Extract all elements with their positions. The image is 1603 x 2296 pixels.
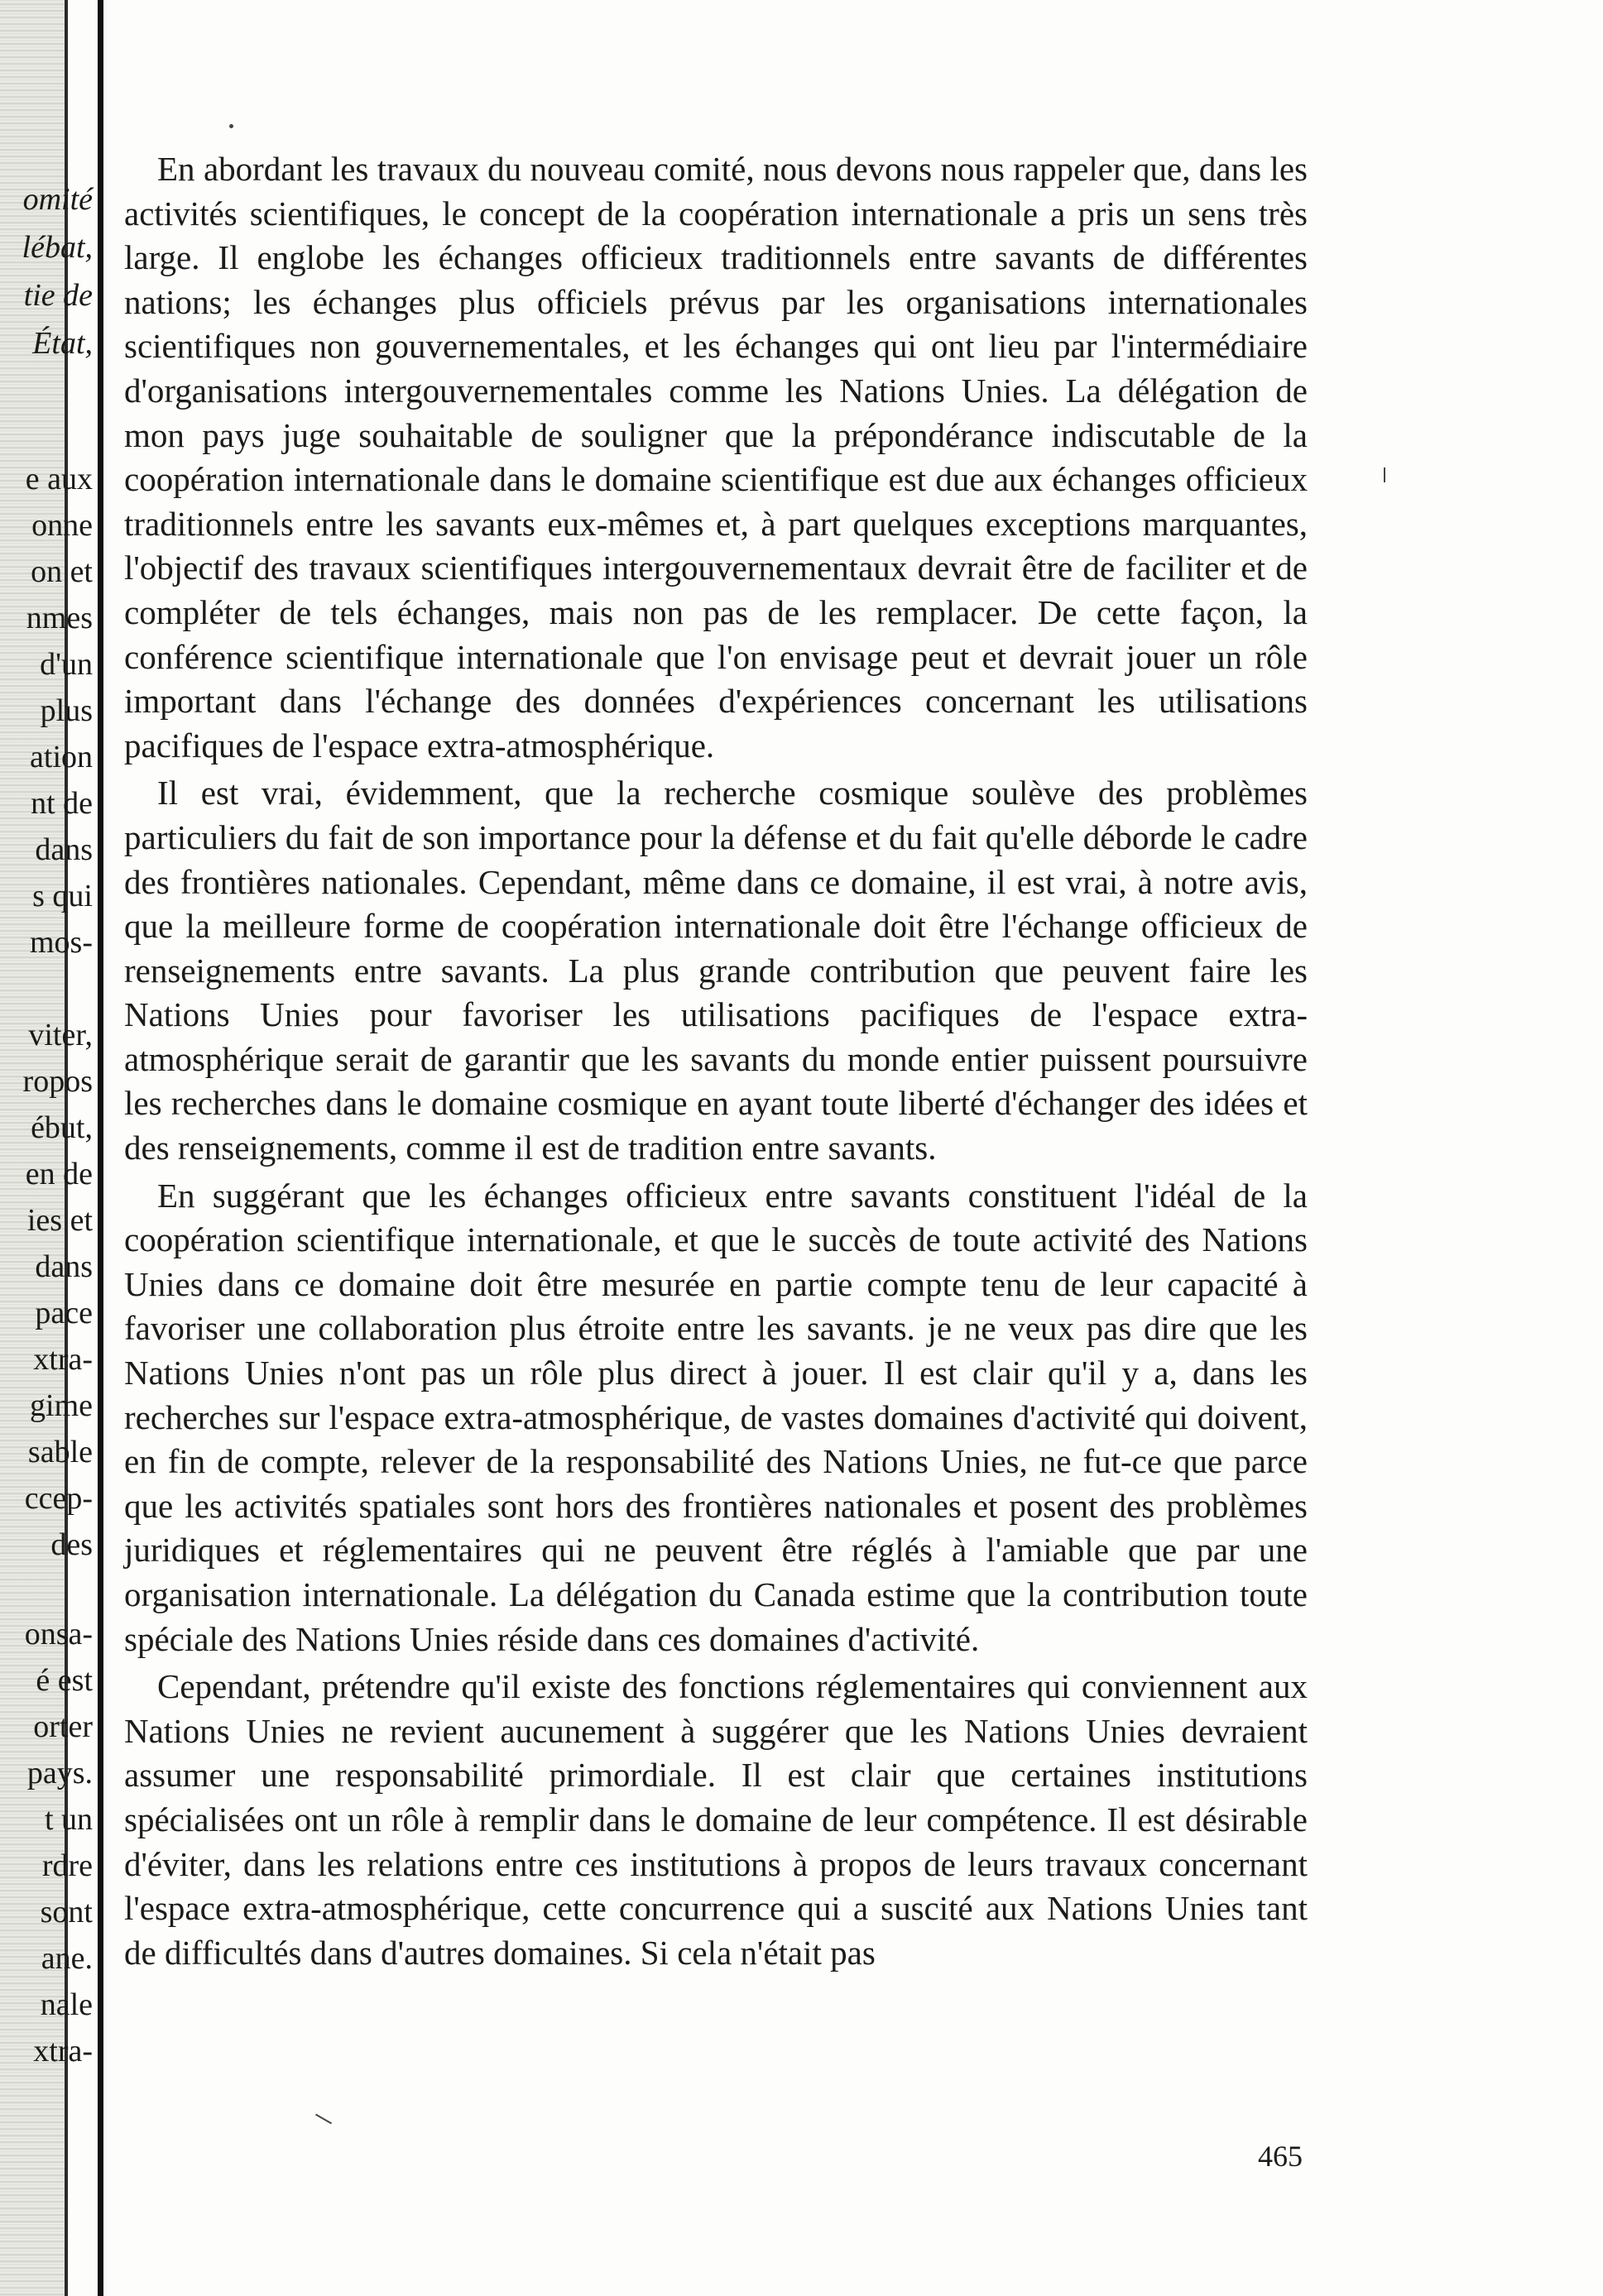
neighbour-fragment: xtra- bbox=[33, 1342, 93, 1377]
neighbour-fragment: onsa- bbox=[24, 1617, 93, 1651]
neighbour-fragment: ébut, bbox=[31, 1110, 93, 1145]
neighbour-fragment: ies et bbox=[26, 1203, 93, 1238]
paragraph: En suggérant que les échanges officieux entre savants constituent l'idéal de la coopération scientifique internationale, et que le succès de toute activité des Nations Unies dans ce domaine doit être mesurée en partie compte tenu de leur capacité à favoriser une collaboration plus étroite entre les savants. je ne veux pas dire que les Nations Unies n'ont pas un rôle plus direct à jouer. Il est clair qu'il y a, dans les recherches sur l'espace extra-atmosphérique, de vastes domaines d'activité qui doivent, en fin de compte, relever de la responsabilité des Nations Unies, ne fut-ce que parce que les activités spatiales sont hors des frontières nationales et posent des problèmes juridiques et réglementaires qui ne peuvent être réglés à l'amiable que par une organisation internationale. La délégation du Canada estime que la contribution toute spéciale des Nations Unies réside dans ces domaines d'activité. bbox=[124, 1176, 1308, 1658]
neighbour-fragment: xtra- bbox=[33, 2034, 93, 2068]
neighbour-fragment: ropos bbox=[22, 1064, 93, 1099]
neighbour-fragment: t un bbox=[44, 1802, 93, 1837]
scan-speck bbox=[229, 124, 233, 128]
scan-speck bbox=[1384, 467, 1385, 482]
neighbour-page-margin bbox=[0, 0, 98, 2296]
neighbour-fragment: on et bbox=[31, 554, 93, 589]
neighbour-fragment: sont bbox=[40, 1895, 93, 1929]
neighbour-fragment: nale bbox=[40, 1987, 93, 2022]
neighbour-fragment: ccep- bbox=[24, 1481, 93, 1516]
neighbour-fragment: orter bbox=[33, 1709, 93, 1744]
neighbour-fragment: onne bbox=[31, 508, 93, 543]
neighbour-fragment: dans bbox=[35, 1249, 93, 1284]
scan-speck bbox=[315, 2114, 332, 2125]
paragraph: En abordant les travaux du nouveau comité, nous devons nous rappeler que, dans les activités scientifiques, le concept de la coopération internationale a pris un sens très large. Il englobe les échanges officieux traditionnels entre savants de différentes nations; les échanges plus officiels prévus par les organisations internationales scientifiques non gouvernementales, et les échanges qui ont lieu par l'intermédiaire d'organisations intergouvernementales comme les Nations Unies. La délégation de mon pays juge souhaitable de souligner que la prépondérance indiscutable de la coopération internationale dans le domaine scientifique est due aux échanges officieux traditionnels entre les savants eux-mêmes et, à part quelques exceptions marquantes, l'objectif des travaux scientifiques intergouvernementaux devrait être de faciliter et de compléter de tels échanges, mais non pas de les remplacer. De cette façon, la conférence scientifique internationale que l'on envisage peut et devrait jouer un rôle important dans l'échange des données d'expériences concernant les utilisations pacifiques de l'espace extra-atmosphérique. bbox=[124, 150, 1308, 765]
neighbour-fragment: tie de bbox=[23, 278, 93, 313]
neighbour-fragment: lébat, bbox=[22, 230, 93, 265]
neighbour-fragment: ation bbox=[30, 740, 93, 774]
neighbour-fragment: État, bbox=[32, 326, 93, 361]
page-number: 465 bbox=[1258, 2140, 1303, 2173]
neighbour-fragment: pace bbox=[35, 1296, 93, 1330]
neighbour-fragment: plus bbox=[40, 693, 93, 728]
paragraph: Il est vrai, évidemment, que la recherche cosmique soulève des problèmes particuliers du fait de son importance pour la défense et du fait qu'elle déborde le cadre des frontières nationales. Cependant, même dans ce domaine, il est vrai, à notre avis, que la meilleure forme de coopération internationale doit être l'échange officieux de renseignements entre savants. La plus grande contribution que peuvent faire les Nations Unies pour favoriser les utilisations pacifiques de l'espace extra-atmosphérique serait de garantir que les savants du monde entier puissent poursuivre les recherches dans le domaine cosmique en ayant toute liberté d'échanger des idées et des renseignements, comme il est de tradition entre savants. bbox=[124, 774, 1308, 1167]
neighbour-fragment: dans bbox=[35, 832, 93, 867]
page-body bbox=[124, 147, 1308, 1975]
paragraph: Cependant, prétendre qu'il existe des fonctions réglementaires qui conviennent aux Nations Unies ne revient aucunement à suggérer que les Nations Unies devraient assumer une responsabilité primordiale. Il est clair que certaines institutions spécialisées ont un rôle à remplir dans le domaine de leur compétence. Il est désirable d'éviter, dans les relations entre ces institutions à propos de leurs travaux concernant l'espace extra-atmosphérique, cette concurrence qui a suscité aux Nations Unies tant de difficultés dans d'autres domaines. Si cela n'était pas bbox=[124, 1667, 1308, 1972]
neighbour-fragment: pays. bbox=[26, 1756, 93, 1790]
neighbour-fragment: rdre bbox=[41, 1848, 93, 1883]
neighbour-fragment: gime bbox=[30, 1388, 93, 1423]
gutter-shadow bbox=[98, 0, 103, 2296]
neighbour-fragment: é est bbox=[36, 1663, 93, 1698]
neighbour-fragment: sable bbox=[27, 1435, 93, 1469]
neighbour-fragment: omité bbox=[22, 182, 93, 217]
neighbour-fragment: ane. bbox=[41, 1941, 93, 1976]
neighbour-fragment: en de bbox=[25, 1157, 93, 1191]
neighbour-fragment: d'un bbox=[40, 647, 93, 682]
neighbour-fragment: mos- bbox=[30, 925, 93, 960]
neighbour-fragment: nt de bbox=[31, 786, 93, 821]
neighbour-fragment: viter, bbox=[28, 1018, 93, 1052]
neighbour-fragment: des bbox=[50, 1527, 93, 1562]
neighbour-fragment: nmes bbox=[26, 601, 93, 635]
neighbour-fragment: s qui bbox=[32, 879, 93, 913]
neighbour-fragment: e aux bbox=[25, 462, 93, 496]
